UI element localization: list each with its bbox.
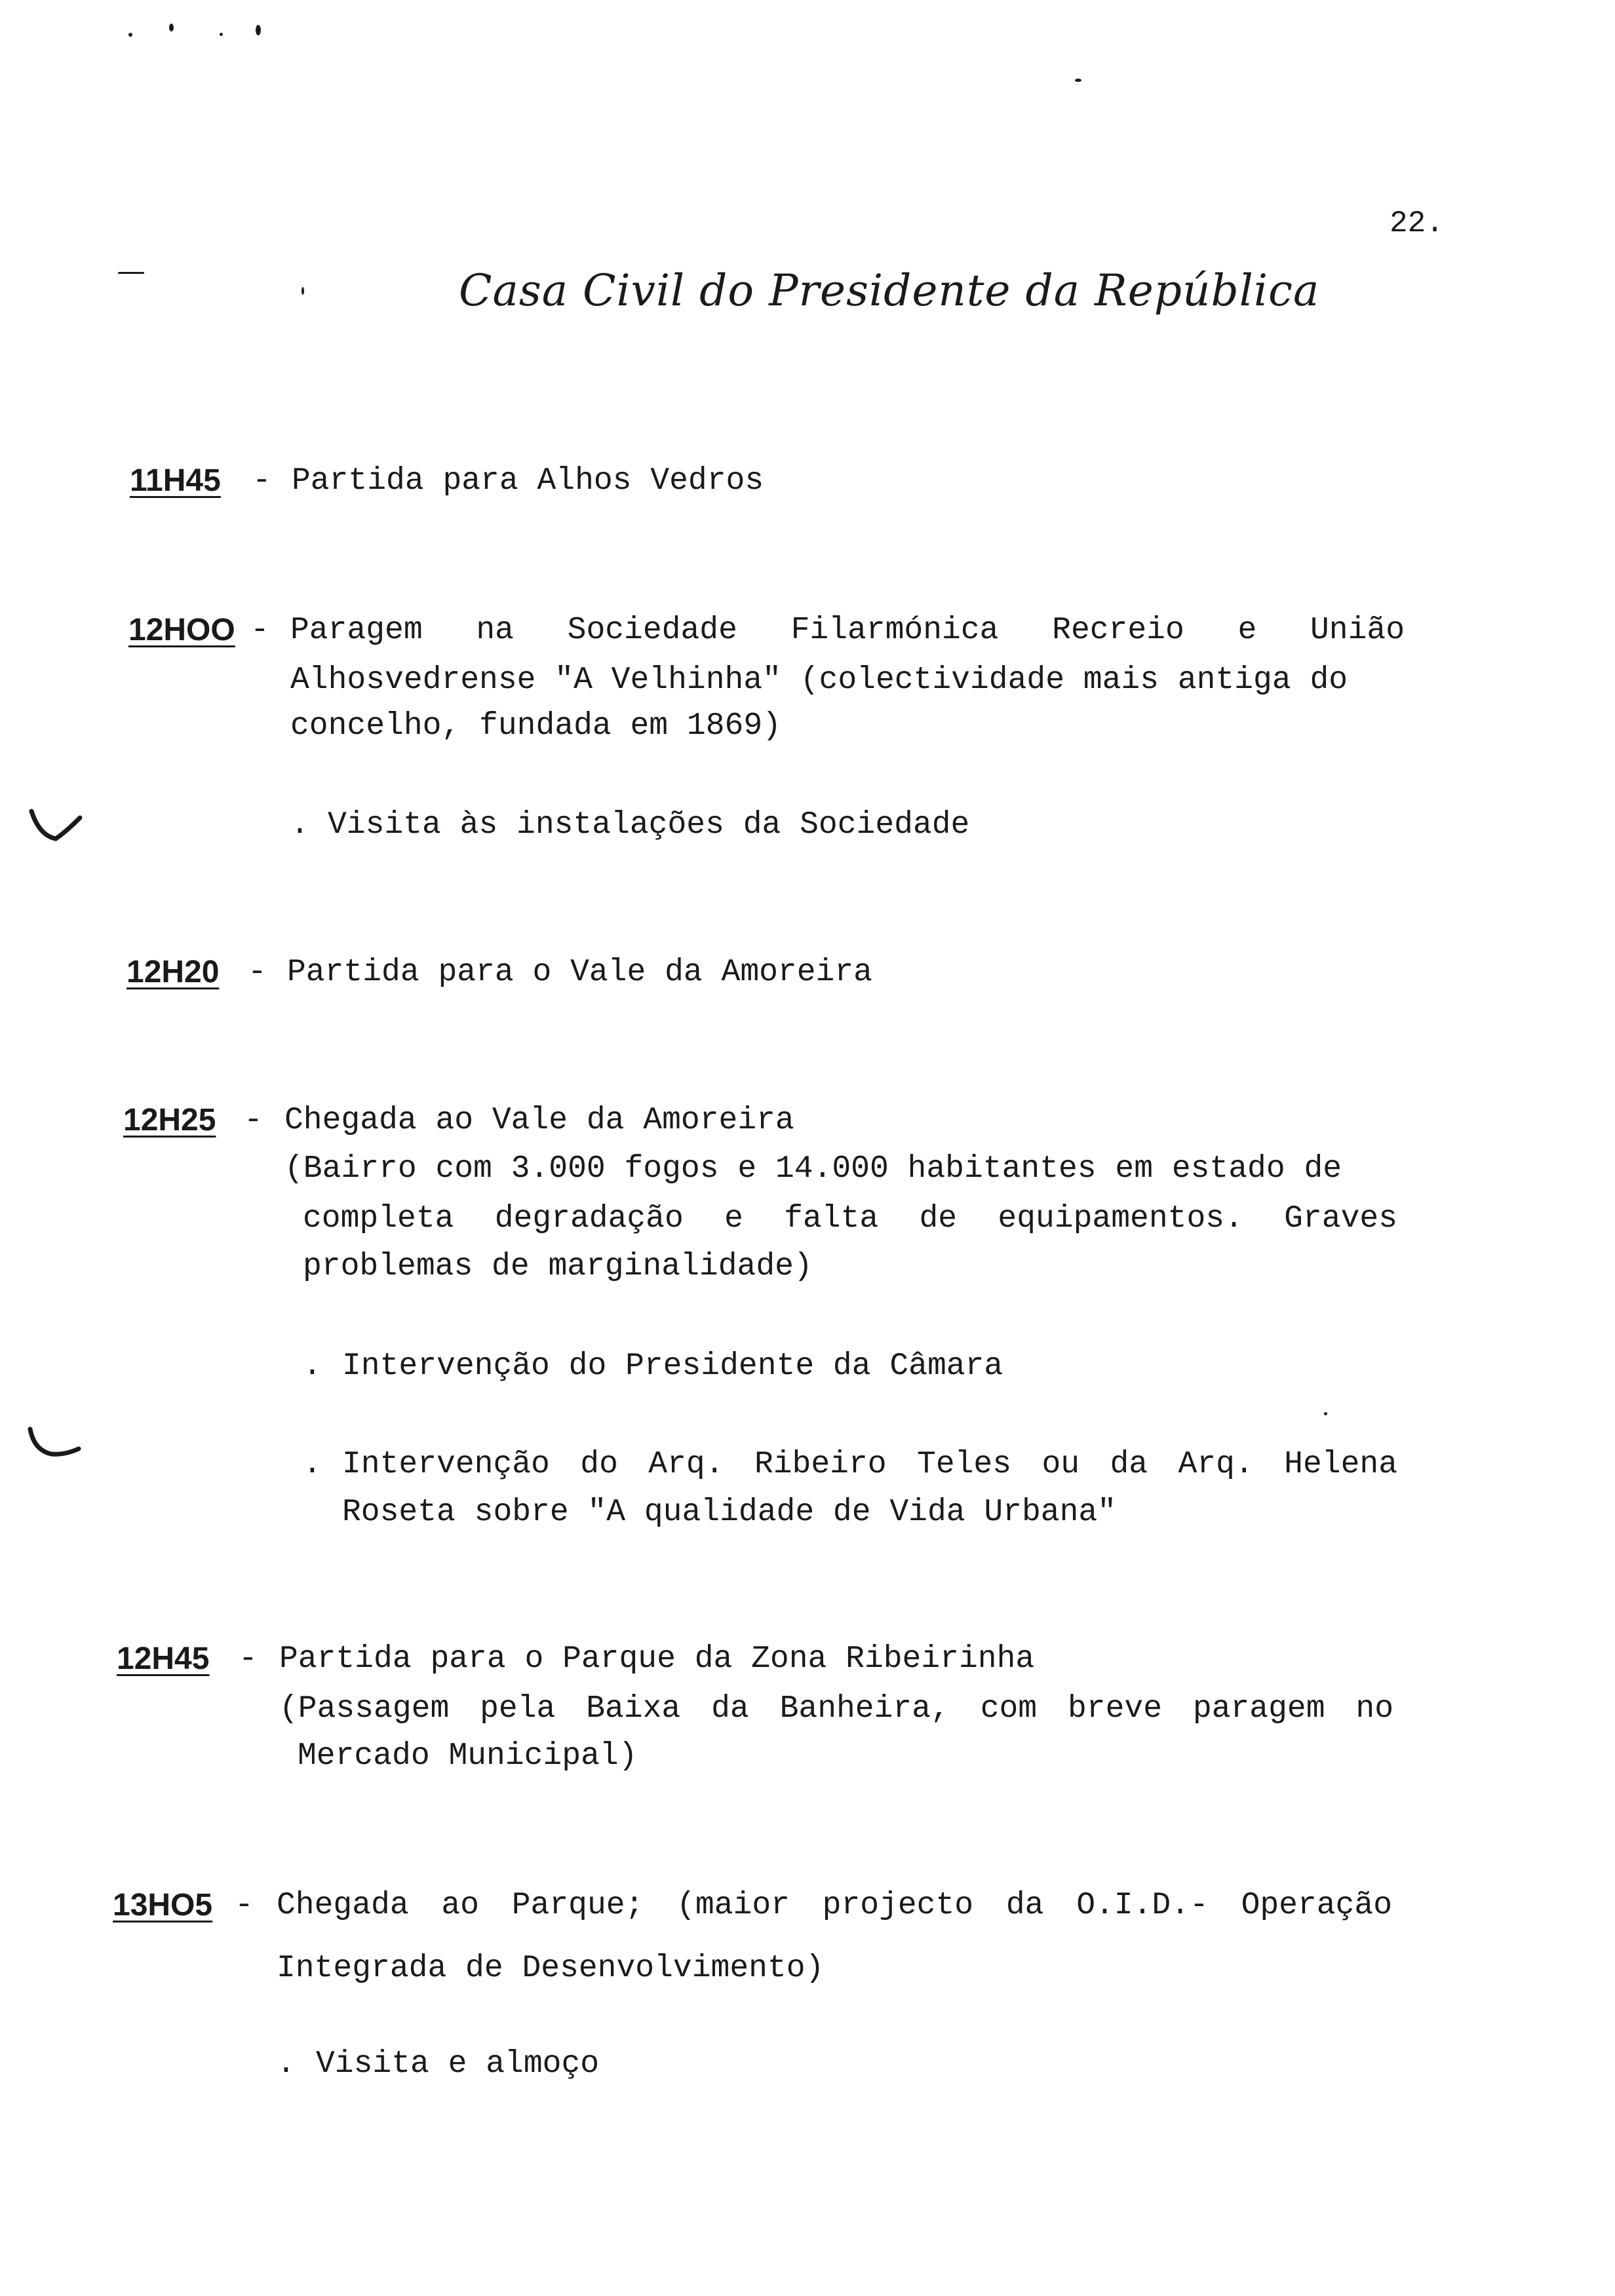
bullet-marker: . [277,2046,296,2082]
scan-speck [256,25,261,35]
check-mark [26,806,85,845]
time-separator: - [244,1103,263,1138]
time-separator: - [252,463,271,499]
time-label: 12H45 [117,1641,210,1676]
time-separator: - [235,1888,254,1923]
entry-line: Alhosvedrense "A Velhinha" (colectividade mais antiga do [290,662,1348,698]
entry-line: concelho, fundada em 1869) [290,708,781,744]
bullet-marker: . [303,1447,322,1482]
bullet-item-continued: Roseta sobre "A qualidade de Vida Urbana" [342,1495,1116,1530]
entry-line: (Passagem pela Baixa da Banheira, com breve paragem no [279,1691,1393,1727]
scan-speck [302,287,304,295]
scan-speck [118,272,144,274]
entry-line: Mercado Municipal) [298,1738,638,1774]
time-label: 12HOO [128,613,235,647]
entry-line: Paragem na Sociedade Filarmónica Recreio e União [290,613,1405,648]
time-separator: - [248,955,267,990]
scan-speck [169,24,174,31]
scan-speck [220,33,223,36]
bullet-item: Intervenção do Arq. Ribeiro Teles ou da Arq. Helena [342,1447,1397,1482]
time-separator: - [239,1641,258,1677]
entry-line: completa degradação e falta de equipamentos. Graves [303,1201,1397,1236]
page-number: 22. [1390,206,1444,240]
time-label: 12H25 [123,1103,216,1138]
bullet-marker: . [303,1349,322,1384]
entry-line: Chegada ao Vale da Amoreira [284,1103,794,1138]
bullet-item: Intervenção do Presidente da Câmara [342,1349,1003,1384]
scan-speck [1075,79,1081,82]
entry-line: Partida para Alhos Vedros [292,463,764,499]
entry-line: Partida para o Parque da Zona Ribeirinha [279,1641,1035,1677]
bullet-item: Visita às instalações da Sociedade [328,807,970,843]
entry-line: Integrada de Desenvolvimento) [277,1951,825,1986]
time-label: 13HO5 [113,1888,213,1923]
bullet-item: Visita e almoço [316,2046,600,2082]
letterhead: Casa Civil do Presidente da República [459,265,1320,316]
time-separator: - [250,613,269,648]
bullet-marker: . [290,807,309,843]
entry-line: Chegada ao Parque; (maior projecto da O.I.D.- Operação [277,1888,1392,1923]
check-mark [25,1425,84,1464]
entry-line: Partida para o Vale da Amoreira [287,955,872,990]
time-label: 12H20 [126,955,220,989]
entry-line: (Bairro com 3.000 fogos e 14.000 habitantes em estado de [284,1151,1342,1187]
entry-line: problemas de marginalidade) [303,1249,813,1284]
scan-speck [128,33,132,37]
scan-speck [1324,1412,1327,1415]
time-label: 11H45 [130,463,221,498]
